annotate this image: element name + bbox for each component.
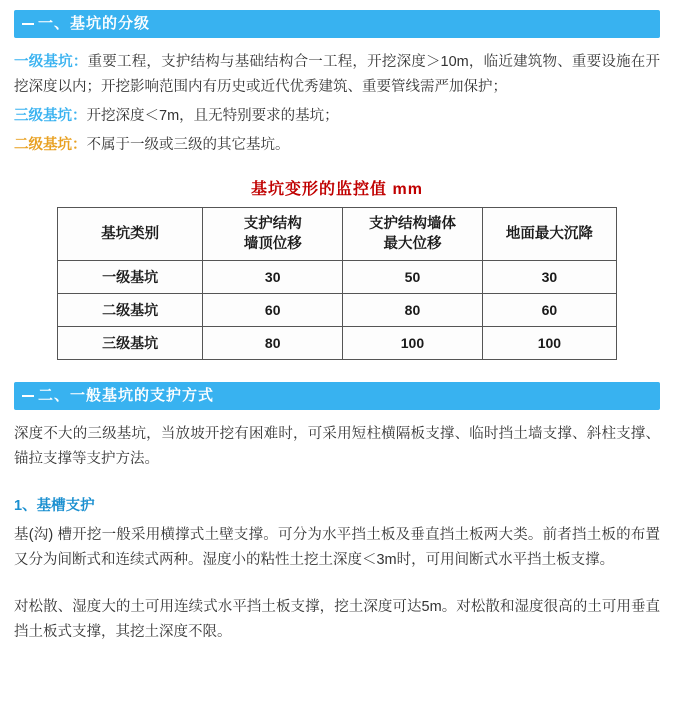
grade-item-2-text: 开挖深度＜7m，且无特别要求的基坑； — [86, 108, 339, 124]
table-header-cell-3 — [482, 208, 616, 261]
table-row — [58, 327, 617, 360]
row-1-cell-0: 二级基坑 — [58, 294, 203, 327]
grade-item-2 — [14, 104, 660, 129]
table-header-cell-1 — [203, 208, 343, 261]
figure-title: 基坑变形的监控值 mm — [251, 181, 423, 198]
row-2-cell-2: 100 — [343, 327, 483, 360]
header-line1-3: 地面最大沉降 — [505, 226, 593, 242]
grade-item-3-label: 二级基坑： — [14, 137, 87, 153]
row-0-cell-1: 30 — [203, 261, 343, 294]
grade-item-1 — [14, 50, 660, 100]
subsection-1-para-2: 对松散、湿度大的土可用连续式水平挡土板支撑，挖土深度可达5m。对松散和湿度很高的土可用垂直挡土板式支撑，其挖土深度不限。 — [14, 599, 660, 640]
table-row — [58, 261, 617, 294]
table-row — [58, 294, 617, 327]
header-line2-2: 最大位移 — [383, 236, 442, 252]
row-1-cell-3: 60 — [482, 294, 616, 327]
section-header-1: 一、基坑的分级 — [14, 10, 660, 38]
grade-item-2-label: 三级基坑： — [14, 108, 87, 124]
grade-item-3 — [14, 133, 660, 158]
row-0-cell-2: 50 — [343, 261, 483, 294]
section1-body — [14, 50, 660, 158]
table-body — [58, 261, 617, 360]
table-header-row — [58, 208, 617, 261]
table-header-cell-2 — [343, 208, 483, 261]
grade-item-3-text: 不属于一级或三级的其它基坑。 — [86, 137, 290, 153]
row-2-cell-3: 100 — [482, 327, 616, 360]
header-line1-0: 基坑类别 — [101, 226, 160, 242]
table-header-cell-0 — [58, 208, 203, 261]
row-1-cell-1: 60 — [203, 294, 343, 327]
header-line1-2: 支护结构墙体 — [368, 216, 456, 232]
section-header-2: 二、一般基坑的支护方式 — [14, 382, 660, 410]
row-0-cell-0: 一级基坑 — [58, 261, 203, 294]
subsection-1-para-1: 基(沟) 槽开挖一般采用横撑式土壁支撑。可分为水平挡土板及垂直挡土板两大类。前者挡土板的布置又分为间断式和连续式两种。湿度小的粘性土挖土深度＜3m时，可用间断式水平挡土板支撑。 — [14, 527, 660, 568]
header-line2-1: 墙顶位移 — [243, 236, 302, 252]
row-2-cell-0: 三级基坑 — [58, 327, 203, 360]
deformation-table — [57, 207, 617, 360]
header-line1-1: 支护结构 — [243, 216, 302, 232]
grade-item-1-text: 重要工程，支护结构与基础结构合一工程，开挖深度＞10m，临近建筑物、重要设施在开挖深度以内；开挖影响范围内有历史或近代优秀建筑、重要管线需严加保护； — [14, 54, 660, 95]
deformation-table-figure — [57, 176, 617, 360]
row-1-cell-2: 80 — [343, 294, 483, 327]
subsection-heading-1: 1、基槽支护 — [14, 498, 95, 514]
grade-item-1-label: 一级基坑： — [14, 54, 88, 70]
row-0-cell-3: 30 — [482, 261, 616, 294]
row-2-cell-1: 80 — [203, 327, 343, 360]
table-head — [58, 208, 617, 261]
section2-intro: 深度不大的三级基坑，当放坡开挖有困难时，可采用短柱横隔板支撑、临时挡土墙支撑、斜柱支撑、锚拉支撑等支护方法。 — [14, 426, 660, 467]
